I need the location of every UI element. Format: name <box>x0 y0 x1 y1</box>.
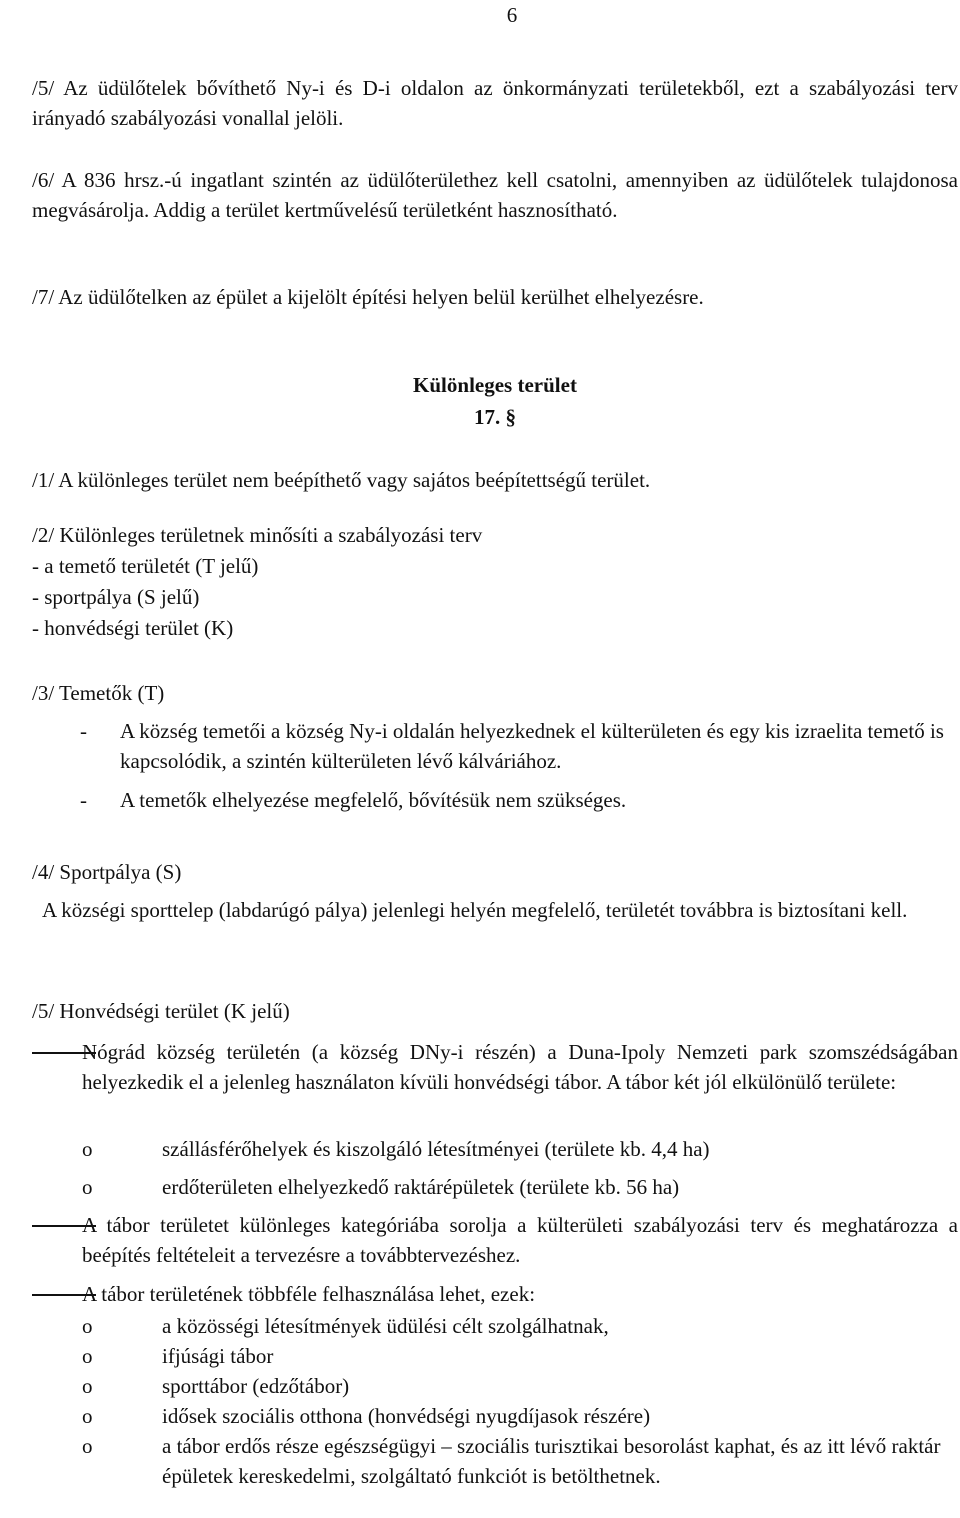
circle-bullet: o <box>82 1314 93 1338</box>
section-3-title: /3/ Temetők (T) <box>32 681 165 705</box>
section-5-subitem-text: a tábor erdős része egészségügyi – szociális turisztikai besorolást kaphat, és az itt lévő raktár épületek kereskedelmi, szolgáltató funkciót is betölthetnek. <box>162 1434 941 1488</box>
section-heading-title: Különleges terület <box>413 373 577 397</box>
circle-bullet: o <box>82 1175 93 1199</box>
section-4-title: /4/ Sportpálya (S) <box>32 860 182 884</box>
section-5-subitem-text: szállásférőhelyek és kiszolgáló létesítményei (területe kb. 4,4 ha) <box>162 1137 710 1161</box>
section-2-item: - honvédségi terület (K) <box>32 616 234 640</box>
section-5-subitem-text: a közösségi létesítmények üdülési célt szolgálhatnak, <box>162 1314 609 1338</box>
section-5-item-text: A tábor területet különleges kategóriába sorolja a külterületi szabályozási terv és meghatározza a beépítés feltételeit a tervezésre a továbbtervezéshez. <box>82 1213 958 1267</box>
section-heading-number: 17. § <box>474 405 516 429</box>
section-3-item-text: A temetők elhelyezése megfelelő, bővítésük nem szükséges. <box>120 788 627 812</box>
paragraph-7: /7/ Az üdülőtelken az épület a kijelölt építési helyen belül kerülhet elhelyezésre. <box>32 285 704 309</box>
section-5-subitem-text: ifjúsági tábor <box>162 1344 274 1368</box>
page-number: 6 <box>506 3 518 27</box>
section-2-item: - a temető területét (T jelű) <box>32 554 259 578</box>
section-5-item-text: A tábor területének többféle felhasználása lehet, ezek: <box>82 1282 536 1306</box>
circle-bullet: o <box>82 1434 93 1458</box>
section-5-title: /5/ Honvédségi terület (K jelű) <box>32 999 290 1023</box>
section-3-item-text: A község temetői a község Ny-i oldalán helyezkednek el külterületen és egy kis izraelita temető is kapcsolódik, a szintén külterületen lévő kálváriához. <box>120 719 944 773</box>
section-1-text: /1/ A különleges terület nem beépíthető vagy sajátos beépítettségű terület. <box>32 468 651 492</box>
section-5-subitem-text: erdőterületen elhelyezkedő raktárépületek (területe kb. 56 ha) <box>162 1175 680 1199</box>
paragraph-6: /6/ A 836 hrsz.-ú ingatlant szintén az üdülőterülethez kell csatolni, amennyiben az üdülőtelek tulajdonosa megvásárolja. Addig a terület kertművelésű területként hasznosítható. <box>32 168 958 222</box>
dash-bullet: - <box>80 788 87 812</box>
section-5-subitem-text: idősek szociális otthona (honvédségi nyugdíjasok részére) <box>162 1404 651 1428</box>
section-5-subitem-text: sporttábor (edzőtábor) <box>162 1374 350 1398</box>
paragraph-5: /5/ Az üdülőtelek bővíthető Ny-i és D-i oldalon az önkormányzati területekből, ezt a szabályozási terv irányadó szabályozási vonallal jelöli. <box>32 76 958 130</box>
circle-bullet: o <box>82 1344 93 1368</box>
section-2-intro: /2/ Különleges területnek minősíti a szabályozási terv <box>32 523 483 547</box>
circle-bullet: o <box>82 1374 93 1398</box>
circle-bullet: o <box>82 1137 93 1161</box>
section-2-item: - sportpálya (S jelű) <box>32 585 200 609</box>
section-4-text: A községi sporttelep (labdarúgó pálya) jelenlegi helyén megfelelő, területét továbbra is biztosítani kell. <box>42 898 908 922</box>
section-5-item-text: Nógrád község területén (a község DNy-i részén) a Duna-Ipoly Nemzeti park szomszédságában helyezkedik el a jelenleg használaton kívüli honvédségi tábor. A tábor két jól elkülönülő területe: <box>82 1040 958 1094</box>
dash-bullet: - <box>80 719 87 743</box>
circle-bullet: o <box>82 1404 93 1428</box>
